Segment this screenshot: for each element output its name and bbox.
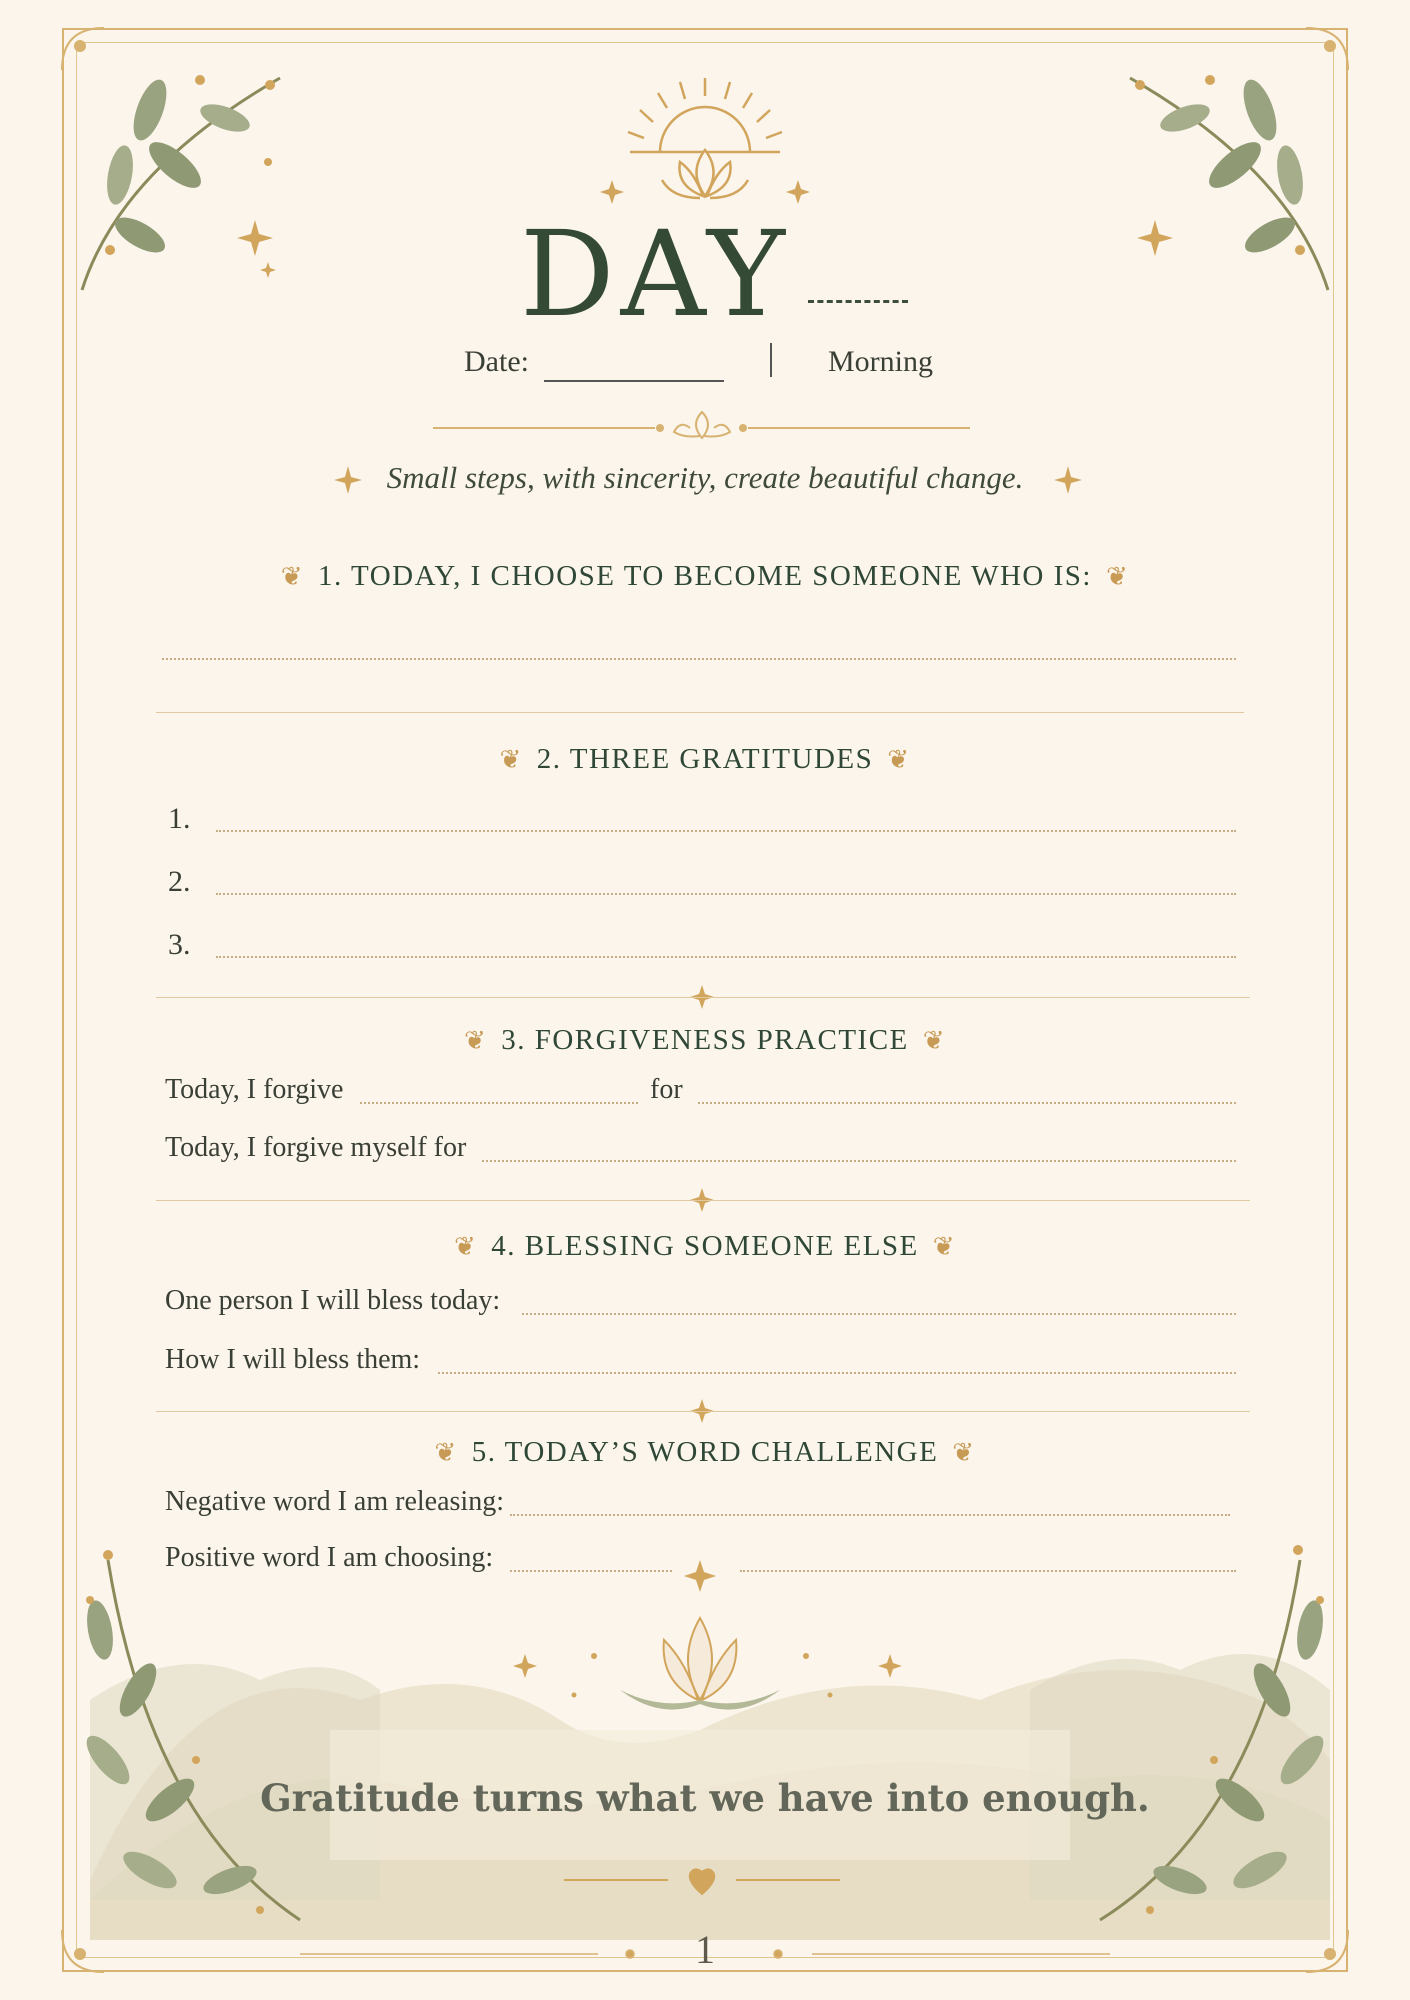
forgive-person-line[interactable] [360, 1102, 638, 1104]
sprig-icon: ❦ [932, 1232, 957, 1261]
negative-word-line[interactable] [510, 1514, 1230, 1516]
gratitude-line-1[interactable] [216, 830, 1236, 832]
forgive-prompt: Today, I forgive [165, 1074, 344, 1105]
bless-how-prompt: How I will bless them: [165, 1344, 421, 1375]
divider-star-icons [684, 985, 716, 1592]
section-4-label: 4. BLESSING SOMEONE ELSE [491, 1230, 919, 1262]
sprig-icon: ❦ [499, 745, 523, 774]
leaf-branch-top-left-icon [82, 75, 280, 290]
gratitude-line-3[interactable] [216, 956, 1236, 958]
bless-person-line[interactable] [522, 1313, 1236, 1315]
footer-quote: Gratitude turns what we have into enough. [260, 1776, 1150, 1820]
sprig-icon: ❦ [434, 1438, 458, 1467]
date-label: Date: [464, 345, 529, 378]
sprig-icon: ❦ [463, 1026, 488, 1055]
sprig-icon: ❦ [887, 745, 911, 774]
sprig-icon: ❦ [453, 1232, 478, 1261]
page-title: DAY [520, 205, 791, 343]
section-5-title [0, 1436, 1410, 1469]
section-2-label: 2. THREE GRATITUDES [536, 743, 874, 775]
sun-icon [628, 78, 782, 152]
day-number-blank[interactable] [808, 300, 908, 303]
section-divider [156, 997, 1250, 998]
leaf-branch-top-right-icon [1130, 75, 1328, 290]
gratitude-number-2: 2. [168, 865, 191, 898]
positive-word-prompt: Positive word I am choosing: [165, 1542, 494, 1573]
forgive-myself-prompt: Today, I forgive myself for [165, 1132, 467, 1163]
sprig-icon: ❦ [280, 562, 305, 591]
lotus-icon [662, 150, 748, 198]
negative-word-prompt: Negative word I am releasing: [165, 1486, 504, 1517]
section-3-title [0, 1024, 1410, 1057]
section-divider [156, 1200, 1250, 1201]
corner-flourish-top-right-icon [1306, 28, 1348, 70]
sprig-icon: ❦ [922, 1026, 947, 1055]
sprig-icon: ❦ [1105, 562, 1130, 591]
positive-word-line-2[interactable] [740, 1570, 1236, 1572]
section-1-answer-line[interactable] [162, 658, 1236, 660]
section-3-label: 3. FORGIVENESS PRACTICE [501, 1024, 909, 1056]
section-divider [156, 1411, 1250, 1412]
bless-how-line[interactable] [438, 1372, 1236, 1374]
section-4-title [0, 1230, 1410, 1263]
time-of-day-label: Morning [828, 345, 933, 378]
forgive-myself-line[interactable] [482, 1160, 1236, 1162]
forgive-reason-line[interactable] [698, 1102, 1236, 1104]
sprig-icon: ❦ [952, 1438, 976, 1467]
ornament-divider [433, 412, 970, 438]
bless-person-prompt: One person I will bless today: [165, 1285, 501, 1316]
page-number: 1 [695, 1927, 715, 1972]
gratitude-number-1: 1. [168, 802, 191, 835]
date-separator [770, 343, 772, 377]
positive-word-line[interactable] [510, 1570, 672, 1572]
forgive-for-label: for [650, 1074, 683, 1105]
gratitude-number-3: 3. [168, 928, 191, 961]
corner-flourish-top-left-icon [62, 28, 104, 70]
section-1-label: 1. TODAY, I CHOOSE TO BECOME SOMEONE WHO IS: [318, 560, 1092, 592]
section-1-title [0, 560, 1410, 593]
bottom-lotus-icon [620, 1618, 780, 1710]
header-quote: Small steps, with sincerity, create beautiful change. [386, 460, 1024, 495]
gratitude-line-2[interactable] [216, 893, 1236, 895]
section-2-title [0, 743, 1410, 776]
section-divider [156, 712, 1244, 713]
section-5-label: 5. TODAY’S WORD CHALLENGE [471, 1436, 939, 1468]
date-field[interactable] [544, 380, 724, 382]
